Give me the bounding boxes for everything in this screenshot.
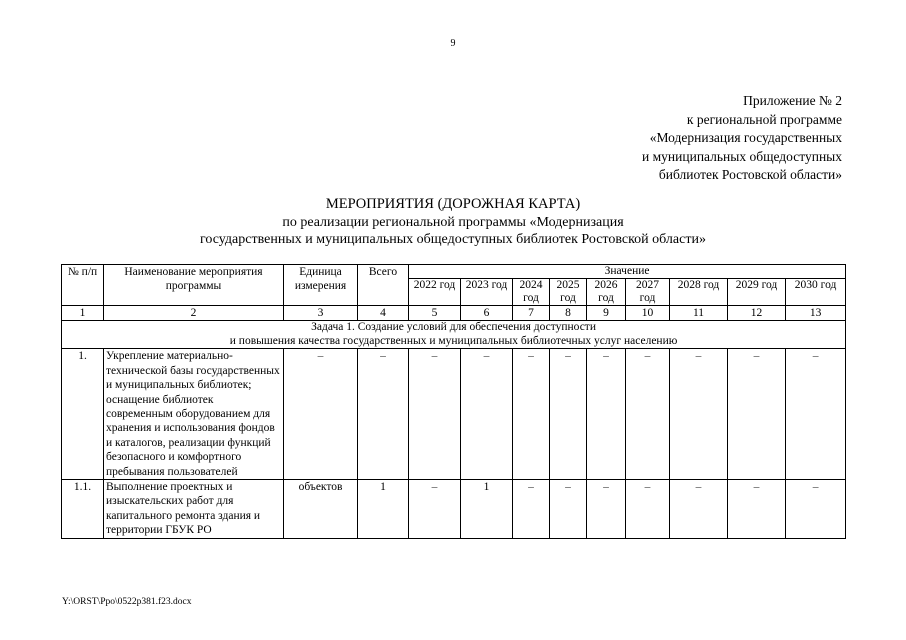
row-value-2029: –	[728, 349, 786, 480]
header-year-2023: 2023 год	[461, 279, 513, 306]
row-value-2023: –	[461, 349, 513, 480]
column-number: 12	[728, 306, 786, 321]
row-value-2025: –	[550, 480, 587, 539]
task-line-2: и повышения качества государственных и муниципальных библиотечных услуг населению	[229, 334, 678, 347]
title-line-1: МЕРОПРИЯТИЯ (ДОРОЖНАЯ КАРТА)	[325, 196, 581, 212]
header-year-2024: 2024 год	[513, 279, 550, 306]
header-year-2027: 2027 год	[626, 279, 670, 306]
row-value-2024: –	[513, 349, 550, 480]
row-value-2027: –	[626, 349, 670, 480]
header-value: Значение	[409, 265, 846, 279]
document-title	[0, 196, 906, 248]
row-value-2028: –	[670, 480, 728, 539]
appendix-block	[642, 92, 842, 185]
row-value-2030: –	[786, 349, 846, 480]
column-number: 9	[587, 306, 626, 321]
row-value-2024: –	[513, 480, 550, 539]
table-header-row	[62, 265, 846, 279]
appendix-line-1: Приложение № 2	[743, 93, 842, 108]
task-row	[62, 321, 846, 349]
appendix-line-5: библиотек Ростовской области»	[658, 167, 842, 182]
column-number: 10	[626, 306, 670, 321]
appendix-line-2: к региональной программе	[686, 111, 842, 127]
row-value-2022: –	[409, 480, 461, 539]
page-number: 9	[450, 38, 456, 49]
appendix-line-4: и муниципальных общедоступных	[642, 148, 842, 164]
row-name: Укрепление материально-технической базы государственных и муниципальных библиотек; оснащение библиотек современным оборудованием для хранения и использования фондов и каталогов, реализации функций безопасного и комфортного пребывания пользователей	[104, 349, 284, 480]
row-value-2026: –	[587, 349, 626, 480]
row-name: Выполнение проектных и изыскательских работ для капитального ремонта здания и территории ГБУК РО	[104, 480, 284, 539]
column-number: 3	[284, 306, 358, 321]
task-heading	[62, 321, 846, 349]
row-total: 1	[358, 480, 409, 539]
header-year-2030: 2030 год	[786, 279, 846, 306]
header-year-2025: 2025 год	[550, 279, 587, 306]
roadmap-table	[61, 264, 846, 539]
row-value-2026: –	[587, 480, 626, 539]
row-num: 1.	[62, 349, 104, 480]
header-year-2028: 2028 год	[670, 279, 728, 306]
row-value-2022: –	[409, 349, 461, 480]
column-number: 6	[461, 306, 513, 321]
column-number: 2	[104, 306, 284, 321]
column-number: 7	[513, 306, 550, 321]
row-unit: объектов	[284, 480, 358, 539]
row-total: –	[358, 349, 409, 480]
header-num: № п/п	[62, 265, 104, 306]
row-value-2023: 1	[461, 480, 513, 539]
header-name: Наименование мероприятия программы	[104, 265, 284, 306]
header-year-2029: 2029 год	[728, 279, 786, 306]
table-row	[62, 480, 846, 539]
task-line-1: Задача 1. Создание условий для обеспечения доступности	[311, 321, 596, 334]
column-number: 1	[62, 306, 104, 321]
table-row	[62, 349, 846, 480]
column-number: 13	[786, 306, 846, 321]
row-unit: –	[284, 349, 358, 480]
header-unit: Единица измерения	[284, 265, 358, 306]
row-value-2027: –	[626, 480, 670, 539]
column-number: 5	[409, 306, 461, 321]
row-value-2028: –	[670, 349, 728, 480]
header-year-2026: 2026 год	[587, 279, 626, 306]
column-number: 11	[670, 306, 728, 321]
row-value-2025: –	[550, 349, 587, 480]
column-number: 4	[358, 306, 409, 321]
row-num: 1.1.	[62, 480, 104, 539]
appendix-line-3: «Модернизация государственных	[649, 130, 842, 145]
row-value-2030: –	[786, 480, 846, 539]
column-number: 8	[550, 306, 587, 321]
row-value-2029: –	[728, 480, 786, 539]
column-numbers-row	[62, 306, 846, 321]
title-line-2: по реализации региональной программы «Модернизация	[282, 215, 624, 230]
header-year-2022: 2022 год	[409, 279, 461, 306]
title-line-3: государственных и муниципальных общедоступных библиотек Ростовской области»	[200, 232, 706, 247]
file-path-footer: Y:\ORST\Ppo\0522p381.f23.docx	[62, 597, 192, 607]
header-total: Всего	[358, 265, 409, 306]
